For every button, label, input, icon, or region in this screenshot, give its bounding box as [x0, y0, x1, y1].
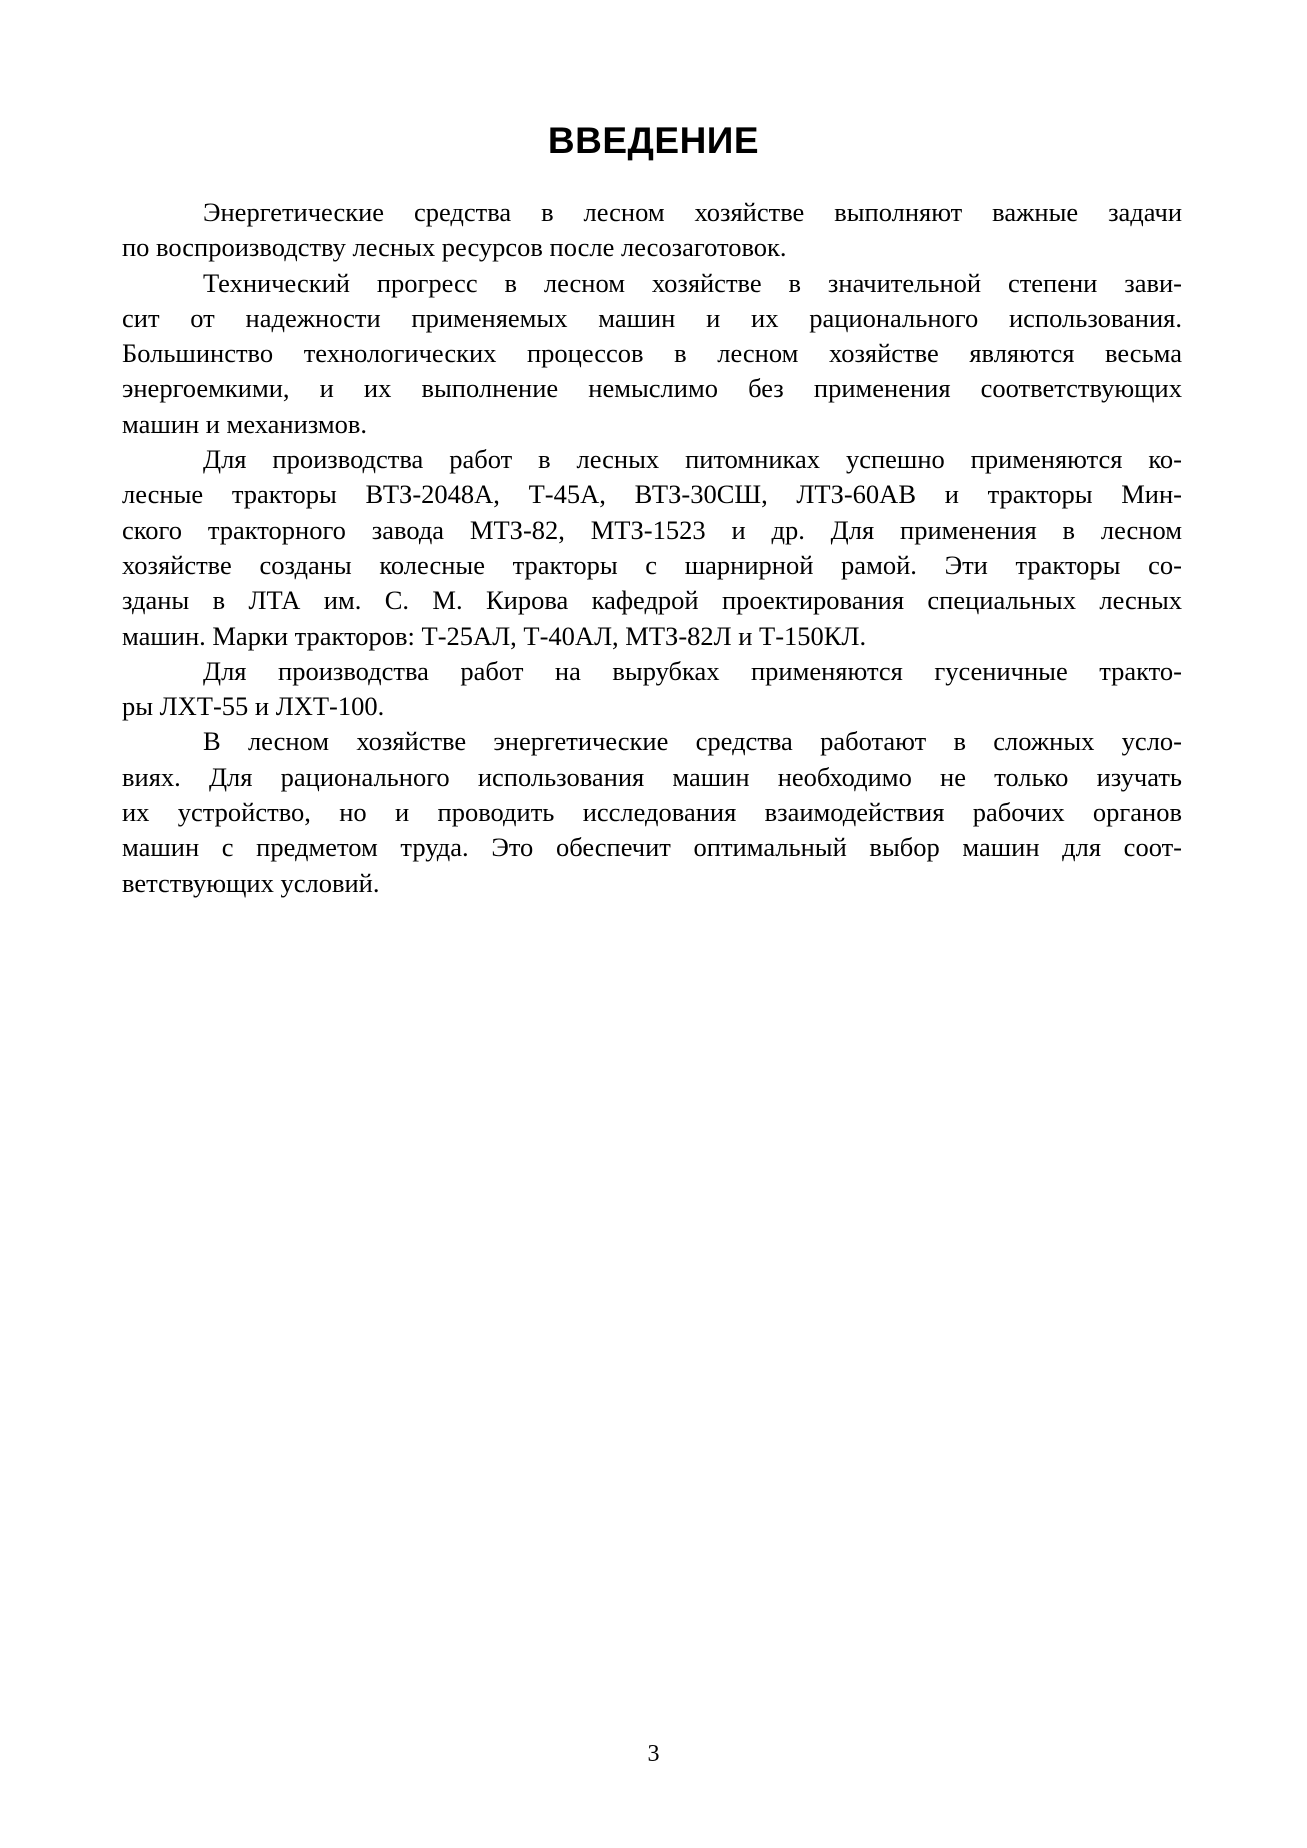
page-title: ВВЕДЕНИЕ — [547, 120, 760, 161]
text-line: их устройство, но и проводить исследования взаимодействия рабочих органов — [122, 797, 1182, 828]
text-line: ры ЛХТ-55 и ЛХТ-100. — [122, 691, 385, 722]
text-line: Для производства работ на вырубках применяются гусеничные тракто- — [203, 655, 1182, 686]
text-line: машин и механизмов. — [122, 408, 368, 439]
text-line: ского тракторного завода МТЗ-82, МТЗ-1523 и др. Для применения в лесном — [122, 514, 1182, 545]
text-line: Технический прогресс в лесном хозяйстве в значительной степени зави- — [203, 267, 1182, 298]
text-line: лесные тракторы ВТЗ-2048А, Т-45А, ВТЗ-30СШ, ЛТЗ-60АВ и тракторы Мин- — [122, 479, 1182, 510]
paragraph-1 — [122, 195, 1182, 266]
body-text — [122, 195, 1182, 901]
paragraph-4 — [122, 654, 1182, 725]
text-line: ветствующих условий. — [122, 867, 380, 898]
paragraph-3 — [122, 442, 1182, 654]
text-line: сит от надежности применяемых машин и их рационального использования. — [122, 302, 1182, 333]
text-line: В лесном хозяйстве энергетические средства работают в сложных усло- — [203, 726, 1182, 757]
text-line: Для производства работ в лесных питомниках успешно применяются ко- — [203, 444, 1182, 475]
text-line: Энергетические средства в лесном хозяйстве выполняют важные задачи — [203, 197, 1182, 227]
paragraph-5 — [122, 724, 1182, 900]
page-number: 3 — [647, 1741, 660, 1767]
text-line: Большинство технологических процессов в лесном хозяйстве являются весьма — [122, 338, 1182, 369]
text-line: машин. Марки тракторов: Т-25АЛ, Т-40АЛ, МТЗ-82Л и Т-150КЛ. — [122, 620, 867, 651]
text-line: зданы в ЛТА им. С. М. Кирова кафедрой проектирования специальных лесных — [122, 585, 1182, 616]
text-line: хозяйстве созданы колесные тракторы с шарнирной рамой. Эти тракторы со- — [122, 549, 1182, 580]
text-line: энергоемкими, и их выполнение немыслимо без применения соответствующих — [122, 373, 1182, 404]
text-line: виях. Для рационального использования машин необходимо не только изучать — [122, 761, 1182, 792]
text-line: машин с предметом труда. Это обеспечит оптимальный выбор машин для соот- — [122, 832, 1182, 863]
text-line: по воспроизводству лесных ресурсов после лесозаготовок. — [122, 232, 787, 263]
paragraph-2 — [122, 266, 1182, 442]
